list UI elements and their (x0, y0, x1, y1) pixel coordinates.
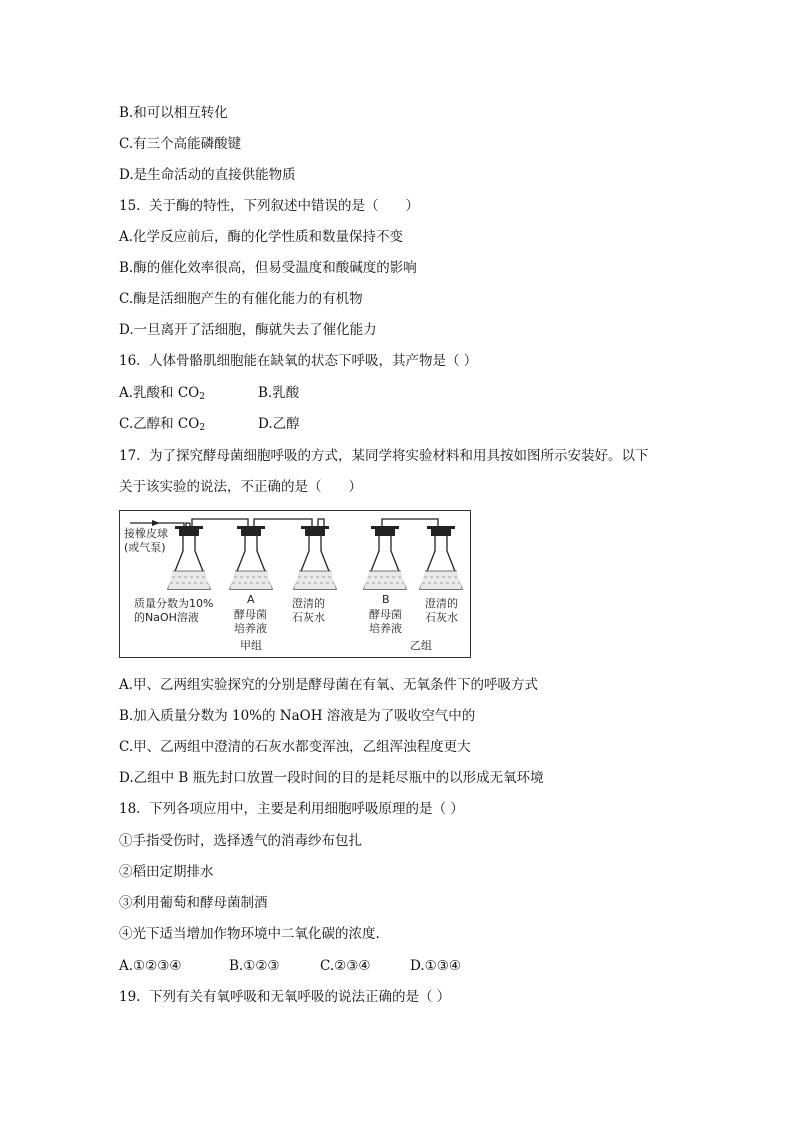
flask-b (364, 526, 406, 589)
option-15c: C.酶是活细胞产生的有催化能力的有机物 (119, 291, 363, 307)
flask-a-label-1: 酵母菌 (234, 608, 267, 621)
option-14c: C.有三个高能磷酸键 (119, 136, 242, 152)
flask-lime-jia (294, 526, 336, 589)
option-14d: D.是生命活动的直接供能物质 (119, 167, 296, 183)
option-17a: A.甲、乙两组实验探究的分别是酵母菌在有氧、无氧条件下的呼吸方式 (119, 677, 539, 693)
question-15: 15. 关于酶的特性，下列叙述中错误的是（ ） (119, 198, 419, 214)
lime-jia-label-2: 石灰水 (292, 611, 325, 624)
option-14b: B.和可以相互转化 (119, 105, 228, 121)
options-16-row1 (119, 384, 299, 406)
question-19: 19. 下列有关有氧呼吸和无氧呼吸的说法正确的是（ ） (119, 989, 451, 1005)
flask-a-label-2: 培养液 (234, 622, 267, 635)
option-18c: C.②③④ (320, 958, 371, 974)
group-jia-label: 甲组 (240, 639, 262, 652)
question-number: 16. (119, 353, 141, 369)
option-17b: B.加入质量分数为 10%的 NaOH 溶液是为了吸收空气中的 (119, 708, 476, 724)
option-15a: A.化学反应前后，酶的化学性质和数量保持不变 (119, 229, 404, 245)
option-18d: D.①③④ (410, 958, 461, 974)
option-15d: D.一旦离开了活细胞，酶就失去了催化能力 (119, 322, 377, 338)
experiment-figure (119, 510, 471, 658)
question-number: 18. (119, 801, 141, 817)
option-17d: D.乙组中 B 瓶先封口放置一段时间的目的是耗尽瓶中的以形成无氧环境 (119, 770, 544, 786)
option-15b: B.酶的催化效率很高，但易受温度和酸碱度的影响 (119, 260, 417, 276)
question-16: 16. 人体骨骼肌细胞能在缺氧的状态下呼吸，其产物是（ ） (119, 353, 478, 369)
question-17: 17. 为了探究酵母菌细胞呼吸的方式，某同学将实验材料和用具按如图所示安装好。以下 (119, 448, 649, 464)
options-16-row2 (119, 415, 300, 437)
naoh-label-1: 质量分数为10% (134, 597, 214, 610)
airflow-arrow (152, 520, 160, 526)
pump-label-2: (或气泵) (124, 541, 166, 554)
pump-label-1: 接橡皮球 (124, 527, 168, 540)
question-number: 15. (119, 198, 141, 214)
flask-b-letter: B (382, 593, 390, 606)
option-18b: B.①②③ (229, 958, 280, 974)
flask-lime-yi (420, 526, 462, 589)
option-16b: B.乳酸 (258, 385, 300, 401)
statement-18-4: ④光下适当增加作物环境中二氧化碳的浓度. (119, 926, 380, 942)
statement-18-3: ③利用葡萄和酵母菌制酒 (119, 895, 268, 911)
option-17c: C.甲、乙两组中澄清的石灰水都变浑浊，乙组浑浊程度更大 (119, 739, 471, 755)
options-18 (119, 957, 461, 975)
option-16a: A.乳酸和 $CO_2$ (119, 385, 205, 402)
group-yi-label: 乙组 (410, 639, 432, 652)
question-number: 17. (119, 448, 141, 464)
question-number: 19. (119, 989, 141, 1005)
option-16d: D.乙醇 (258, 416, 300, 432)
lime-jia-label-1: 澄清的 (292, 597, 325, 610)
flask-naoh (168, 526, 210, 589)
lime-yi-label-1: 澄清的 (425, 597, 458, 610)
question-17-cont: 关于该实验的说法，不正确的是（ ） (119, 479, 362, 495)
option-16c: C.乙醇和 $CO_2$ (119, 416, 206, 433)
flask-a (230, 526, 272, 589)
lime-yi-label-2: 石灰水 (425, 611, 458, 624)
option-18a: A.①②③④ (119, 958, 182, 974)
flask-b-label-2: 培养液 (369, 622, 402, 635)
question-18: 18. 下列各项应用中，主要是利用细胞呼吸原理的是（ ） (119, 801, 464, 817)
apparatus-diagram (120, 511, 470, 657)
flask-a-letter: A (247, 593, 255, 606)
naoh-label-2: 的NaOH溶液 (134, 611, 199, 624)
statement-18-1: ①手指受伤时，选择透气的消毒纱布包扎 (119, 833, 362, 849)
statement-18-2: ②稻田定期排水 (119, 864, 214, 880)
flask-b-label-1: 酵母菌 (369, 608, 402, 621)
